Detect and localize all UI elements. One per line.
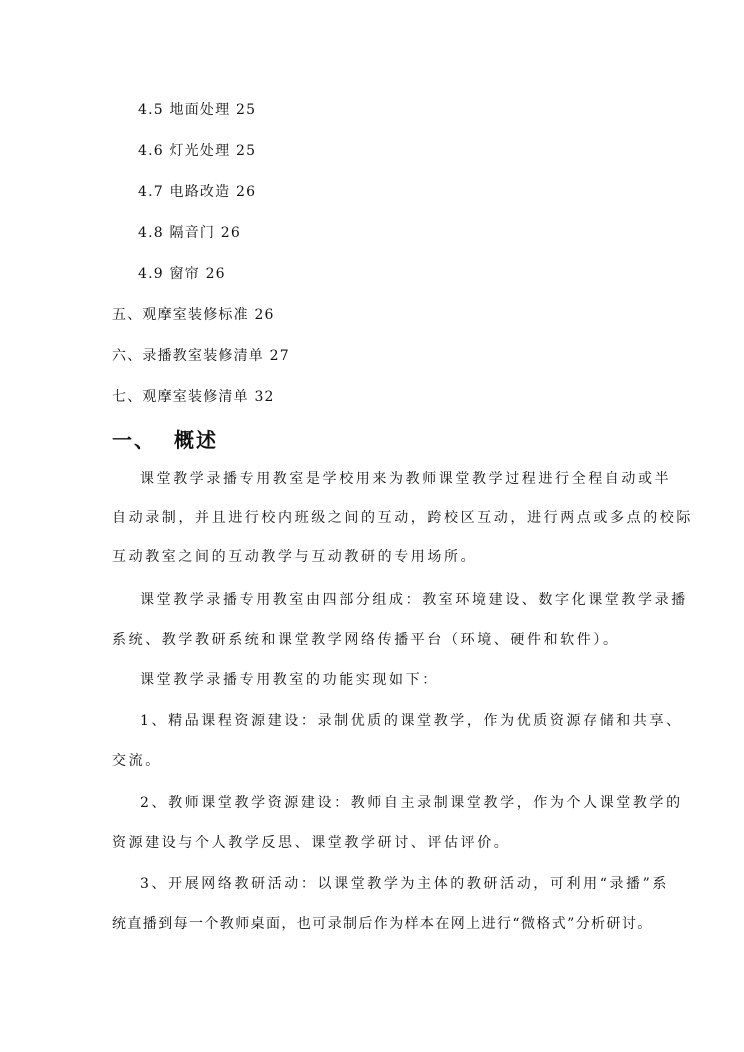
section-number: 一、 <box>112 428 156 452</box>
toc-entry: 4.6 灯光处理 25 <box>138 143 257 159</box>
section-title: 概述 <box>174 428 218 452</box>
paragraph-line: 系统、教学教研系统和课堂教学网络传播平台（环境、硬件和软件）。 <box>112 632 620 648</box>
paragraph-line: 资源建设与个人教学反思、课堂教学研讨、评估评价。 <box>112 835 511 851</box>
paragraph-line: 交流。 <box>112 753 162 769</box>
paragraph-line: 2、教师课堂教学资源建设：教师自主录制课堂教学，作为个人课堂教学的 <box>140 795 683 811</box>
paragraph-line: 课堂教学录播专用教室由四部分组成：教室环境建设、数字化课堂教学录播 <box>140 592 688 608</box>
paragraph-line: 3、开展网络教研活动：以课堂教学为主体的教研活动，可利用“录播”系 <box>140 876 670 892</box>
section-heading <box>112 424 218 453</box>
paragraph-line: 课堂教学录播专用教室的功能实现如下： <box>140 672 439 688</box>
toc-entry: 4.7 电路改造 26 <box>138 184 257 200</box>
paragraph-line: 互动教室之间的互动教学与互动教研的专用场所。 <box>112 549 478 565</box>
toc-entry: 4.5 地面处理 25 <box>138 102 257 118</box>
toc-entry: 4.8 隔音门 26 <box>138 225 241 241</box>
toc-entry: 六、录播教室装修清单 27 <box>112 348 290 364</box>
toc-entry: 七、观摩室装修清单 32 <box>112 389 275 405</box>
paragraph-line: 自动录制，并且进行校内班级之间的互动，跨校区互动，进行两点或多点的校际 <box>112 510 693 526</box>
toc-entry: 五、观摩室装修标准 26 <box>112 307 275 323</box>
toc-entry: 4.9 窗帘 26 <box>138 266 226 282</box>
paragraph-line: 统直播到每一个教师桌面，也可录制后作为样本在网上进行“微格式”分析研讨。 <box>112 916 653 932</box>
paragraph-line: 课堂教学录播专用教室是学校用来为教师课堂教学过程进行全程自动或半 <box>140 471 672 487</box>
paragraph-line: 1、精品课程资源建设：录制优质的课堂教学，作为优质资源存储和共享、 <box>140 713 683 729</box>
